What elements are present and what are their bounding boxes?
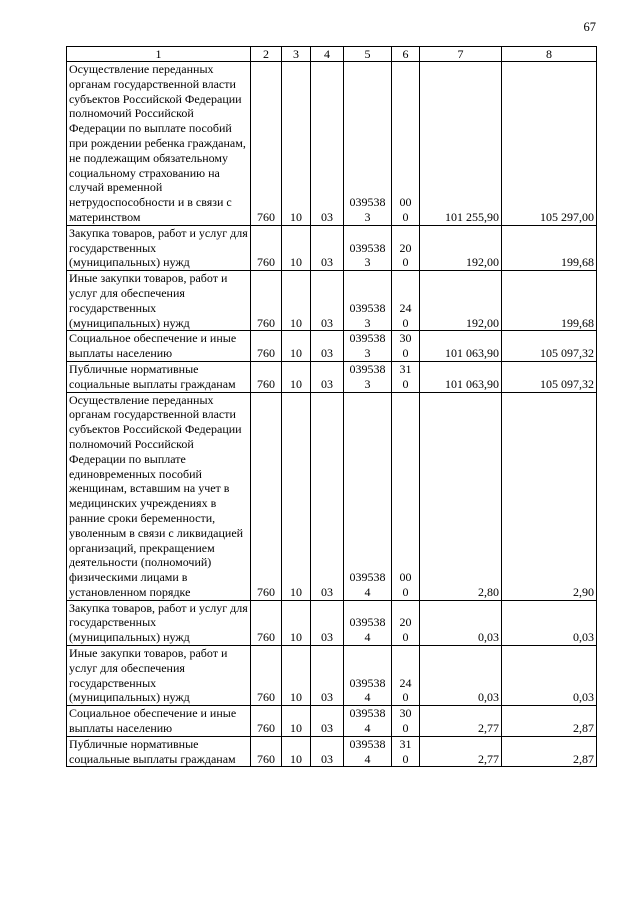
expense-type-part: 0	[402, 209, 409, 224]
row-code-ministry: 760	[251, 392, 282, 600]
row-code-subsection: 03	[311, 600, 344, 645]
target-article-part: 3	[364, 376, 371, 391]
header-cell: 2	[251, 47, 282, 62]
header-cell: 6	[392, 47, 420, 62]
target-article-part: 039538	[349, 706, 386, 721]
expense-type-part: 24	[399, 300, 412, 315]
row-target-article	[344, 600, 392, 645]
row-code-subsection: 03	[311, 706, 344, 737]
row-code-section: 10	[282, 646, 311, 706]
expense-type-part: 0	[402, 255, 409, 270]
target-article-part: 039538	[349, 240, 386, 255]
row-code-section: 10	[282, 706, 311, 737]
table-row	[67, 62, 597, 226]
target-article-part: 039538	[349, 615, 386, 630]
row-amount-year2: 2,87	[502, 706, 597, 737]
row-expense-type	[392, 361, 420, 392]
row-amount-year1: 0,03	[420, 646, 502, 706]
target-article-part: 4	[364, 751, 371, 766]
table-header-row	[67, 47, 597, 62]
row-code-ministry: 760	[251, 646, 282, 706]
row-amount-year1: 192,00	[420, 225, 502, 270]
row-code-ministry: 760	[251, 225, 282, 270]
table-body	[67, 62, 597, 767]
row-target-article	[344, 62, 392, 226]
table-row	[67, 600, 597, 645]
row-amount-year1: 2,77	[420, 706, 502, 737]
row-target-article	[344, 361, 392, 392]
row-code-section: 10	[282, 331, 311, 362]
target-article-part: 039538	[349, 675, 386, 690]
header-cell: 3	[282, 47, 311, 62]
row-expense-type	[392, 600, 420, 645]
row-code-section: 10	[282, 392, 311, 600]
row-name: Осуществление переданных органам государственной власти субъектов Российской Федерации полномочий Российской Федерации по выплате пособий при рождении ребенка гражданам, не подлежащим обязательному социальному страхованию на случай временной нетрудоспособности и в связи с материнством	[67, 62, 251, 226]
expense-type-part: 20	[399, 240, 412, 255]
table-row	[67, 646, 597, 706]
row-amount-year1: 101 063,90	[420, 361, 502, 392]
target-article-part: 039538	[349, 300, 386, 315]
header-cell: 4	[311, 47, 344, 62]
expense-type-part: 31	[399, 736, 412, 751]
row-code-ministry: 760	[251, 62, 282, 226]
row-amount-year2: 199,68	[502, 271, 597, 331]
expense-type-part: 00	[399, 570, 412, 585]
row-code-ministry: 760	[251, 706, 282, 737]
table-row	[67, 736, 597, 767]
row-name: Публичные нормативные социальные выплаты гражданам	[67, 361, 251, 392]
row-target-article	[344, 646, 392, 706]
row-name: Иные закупки товаров, работ и услуг для обеспечения государственных (муниципальных) нужд	[67, 646, 251, 706]
page-number: 67	[583, 20, 596, 34]
header-cell: 8	[502, 47, 597, 62]
expense-type-part: 0	[402, 376, 409, 391]
row-name: Осуществление переданных органам государственной власти субъектов Российской Федерации полномочий Российской Федерации по выплате единовременных пособий женщинам, вставшим на учет в медицинских учреждениях в ранние сроки беременности, уволенным в связи с ликвидацией организаций, прекращением деятельности (полномочий) физическими лицами в установленном порядке	[67, 392, 251, 600]
row-target-article	[344, 225, 392, 270]
row-amount-year2: 105 097,32	[502, 361, 597, 392]
target-article-part: 3	[364, 255, 371, 270]
row-amount-year2: 105 297,00	[502, 62, 597, 226]
row-code-ministry: 760	[251, 736, 282, 767]
row-code-ministry: 760	[251, 271, 282, 331]
header-cell: 7	[420, 47, 502, 62]
row-code-ministry: 760	[251, 600, 282, 645]
target-article-part: 4	[364, 584, 371, 599]
row-expense-type	[392, 646, 420, 706]
table-row	[67, 331, 597, 362]
expense-type-part: 30	[399, 331, 412, 346]
target-article-part: 039538	[349, 361, 386, 376]
row-code-section: 10	[282, 361, 311, 392]
table-row	[67, 392, 597, 600]
row-expense-type	[392, 331, 420, 362]
row-name: Закупка товаров, работ и услуг для государственных (муниципальных) нужд	[67, 600, 251, 645]
expense-type-part: 31	[399, 361, 412, 376]
row-expense-type	[392, 706, 420, 737]
row-code-section: 10	[282, 62, 311, 226]
target-article-part: 4	[364, 690, 371, 705]
row-code-subsection: 03	[311, 331, 344, 362]
expense-type-part: 24	[399, 675, 412, 690]
target-article-part: 039538	[349, 195, 386, 210]
expense-type-part: 0	[402, 690, 409, 705]
row-code-subsection: 03	[311, 646, 344, 706]
row-code-section: 10	[282, 225, 311, 270]
table-row	[67, 706, 597, 737]
expense-type-part: 0	[402, 584, 409, 599]
target-article-part: 3	[364, 315, 371, 330]
header-cell: 5	[344, 47, 392, 62]
row-amount-year1: 2,80	[420, 392, 502, 600]
row-expense-type	[392, 225, 420, 270]
target-article-part: 4	[364, 630, 371, 645]
row-amount-year2: 2,87	[502, 736, 597, 767]
expense-type-part: 0	[402, 721, 409, 736]
row-amount-year1: 101 255,90	[420, 62, 502, 226]
target-article-part: 039538	[349, 331, 386, 346]
row-target-article	[344, 331, 392, 362]
row-code-subsection: 03	[311, 392, 344, 600]
row-amount-year2: 0,03	[502, 600, 597, 645]
row-code-subsection: 03	[311, 62, 344, 226]
target-article-part: 039538	[349, 736, 386, 751]
target-article-part: 3	[364, 209, 371, 224]
row-amount-year1: 192,00	[420, 271, 502, 331]
row-target-article	[344, 271, 392, 331]
row-expense-type	[392, 392, 420, 600]
row-amount-year1: 2,77	[420, 736, 502, 767]
row-code-subsection: 03	[311, 271, 344, 331]
table-row	[67, 271, 597, 331]
row-code-ministry: 760	[251, 361, 282, 392]
row-amount-year1: 101 063,90	[420, 331, 502, 362]
row-amount-year1: 0,03	[420, 600, 502, 645]
row-name: Социальное обеспечение и иные выплаты населению	[67, 331, 251, 362]
target-article-part: 3	[364, 346, 371, 361]
target-article-part: 039538	[349, 570, 386, 585]
row-code-subsection: 03	[311, 736, 344, 767]
budget-table	[66, 46, 597, 767]
row-code-section: 10	[282, 271, 311, 331]
row-amount-year2: 105 097,32	[502, 331, 597, 362]
row-target-article	[344, 736, 392, 767]
row-amount-year2: 199,68	[502, 225, 597, 270]
row-expense-type	[392, 271, 420, 331]
expense-type-part: 30	[399, 706, 412, 721]
row-target-article	[344, 706, 392, 737]
row-code-section: 10	[282, 600, 311, 645]
row-expense-type	[392, 736, 420, 767]
table-row	[67, 225, 597, 270]
expense-type-part: 0	[402, 346, 409, 361]
expense-type-part: 0	[402, 630, 409, 645]
header-cell: 1	[67, 47, 251, 62]
row-code-section: 10	[282, 736, 311, 767]
row-amount-year2: 2,90	[502, 392, 597, 600]
target-article-part: 4	[364, 721, 371, 736]
expense-type-part: 20	[399, 615, 412, 630]
row-name: Закупка товаров, работ и услуг для государственных (муниципальных) нужд	[67, 225, 251, 270]
row-code-subsection: 03	[311, 225, 344, 270]
row-amount-year2: 0,03	[502, 646, 597, 706]
row-code-ministry: 760	[251, 331, 282, 362]
row-code-subsection: 03	[311, 361, 344, 392]
row-expense-type	[392, 62, 420, 226]
table-row	[67, 361, 597, 392]
expense-type-part: 0	[402, 751, 409, 766]
expense-type-part: 00	[399, 195, 412, 210]
expense-type-part: 0	[402, 315, 409, 330]
row-name: Публичные нормативные социальные выплаты гражданам	[67, 736, 251, 767]
row-name: Социальное обеспечение и иные выплаты населению	[67, 706, 251, 737]
row-target-article	[344, 392, 392, 600]
row-name: Иные закупки товаров, работ и услуг для обеспечения государственных (муниципальных) нужд	[67, 271, 251, 331]
